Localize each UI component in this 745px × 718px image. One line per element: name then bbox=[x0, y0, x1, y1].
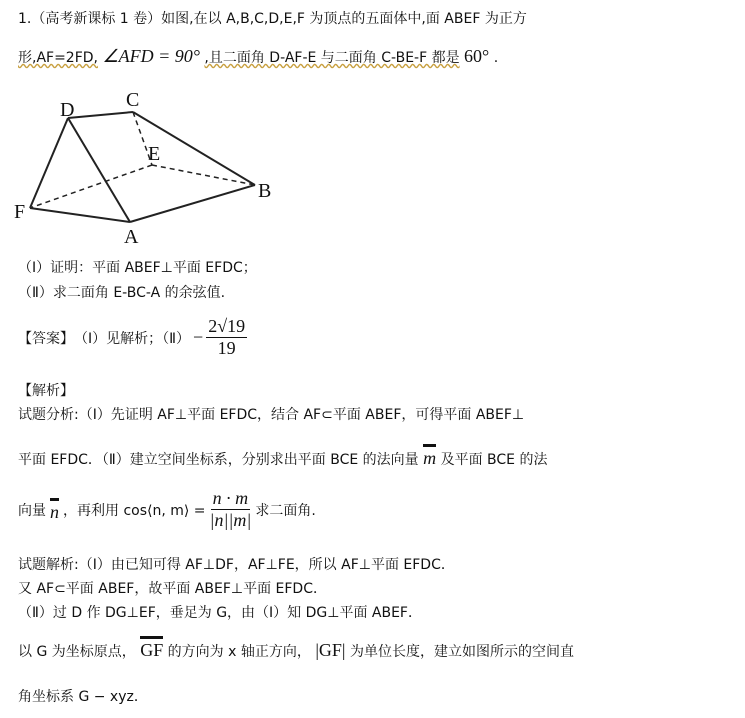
denominator: 19 bbox=[217, 338, 236, 358]
edge-ef bbox=[30, 165, 152, 208]
answer-text: （Ⅰ）见解析；（Ⅱ） bbox=[74, 330, 191, 347]
problem-text: 形,AF=2FD, bbox=[18, 50, 99, 66]
vector-gf: GF bbox=[140, 636, 163, 659]
label-d: D bbox=[60, 99, 75, 121]
solution-line-4 bbox=[18, 636, 574, 661]
solution-line-1: 试题解析:（Ⅰ）由已知可得 AF⊥DF，AF⊥FE，所以 AF⊥平面 EFDC． bbox=[18, 557, 455, 573]
answer-line bbox=[18, 316, 247, 359]
numerator: n · m bbox=[212, 488, 249, 508]
problem-line-2 bbox=[18, 46, 498, 67]
edge-fa bbox=[30, 208, 130, 222]
analysis-text: 及平面 BCE 的法 bbox=[440, 452, 548, 468]
minus-sign: − bbox=[193, 327, 204, 347]
problem-line-1: 1.（高考新课标 1 卷）如图,在以 A,B,C,D,E,F 为顶点的五面体中,面 ABEF 为正方 bbox=[18, 11, 527, 27]
vector-gf-magnitude: |GF| bbox=[315, 640, 346, 660]
analysis-line-2 bbox=[18, 444, 547, 469]
question-1: （Ⅰ）证明：平面 ABEF⊥平面 EFDC； bbox=[18, 260, 257, 276]
angle-expression: ∠AFD = 90° bbox=[102, 46, 200, 66]
edge-dc bbox=[68, 112, 133, 118]
analysis-text: 求二面角. bbox=[255, 502, 316, 519]
answer-label: 【答案】 bbox=[18, 330, 74, 347]
pentahedron-figure bbox=[0, 80, 300, 250]
label-e: E bbox=[148, 143, 161, 165]
solution-text: 的方向为 x 轴正方向， bbox=[167, 644, 311, 660]
cos-formula: ，再利用 cos⟨n, m⟩ = bbox=[63, 502, 206, 519]
question-2: （Ⅱ）求二面角 E-BC-A 的余弦值. bbox=[18, 285, 226, 301]
denominator: |n||m| bbox=[209, 510, 252, 530]
analysis-line-1: 试题分析:（Ⅰ）先证明 AF⊥平面 EFDC，结合 AF⊂平面 ABEF，可得平面 ABEF⊥ bbox=[18, 407, 525, 423]
label-f: F bbox=[14, 201, 26, 223]
solution-text: 为单位长度，建立如图所示的空间直 bbox=[349, 644, 574, 660]
edge-ab bbox=[130, 185, 255, 222]
vector-n: n bbox=[50, 498, 59, 521]
vector-m: m bbox=[423, 444, 436, 467]
degree-value: 60° bbox=[464, 46, 490, 66]
label-c: C bbox=[126, 89, 140, 111]
solution-line-5: 角坐标系 G − xyz． bbox=[18, 689, 148, 705]
analysis-line-3 bbox=[18, 488, 316, 531]
analysis-text: 向量 bbox=[18, 502, 46, 519]
edge-da bbox=[68, 118, 130, 222]
problem-text: ,且二面角 D-AF-E 与二面角 C-BE-F 都是 bbox=[204, 50, 460, 66]
period: . bbox=[493, 50, 499, 66]
cos-fraction bbox=[210, 488, 252, 531]
label-b: B bbox=[258, 180, 272, 202]
numerator: 2√19 bbox=[208, 316, 246, 336]
solution-text: 以 G 为坐标原点， bbox=[18, 644, 136, 660]
edge-df bbox=[30, 118, 68, 208]
analysis-label: 【解析】 bbox=[18, 383, 74, 399]
answer-fraction bbox=[206, 316, 247, 359]
analysis-text: 平面 EFDC．（Ⅱ）建立空间坐标系，分别求出平面 BCE 的法向量 bbox=[18, 452, 419, 468]
label-a: A bbox=[124, 226, 139, 248]
solution-line-2: 又 AF⊂平面 ABEF，故平面 ABEF⊥平面 EFDC． bbox=[18, 581, 327, 597]
solution-line-3: （Ⅱ）过 D 作 DG⊥EF，垂足为 G，由（Ⅰ）知 DG⊥平面 ABEF． bbox=[18, 605, 422, 621]
